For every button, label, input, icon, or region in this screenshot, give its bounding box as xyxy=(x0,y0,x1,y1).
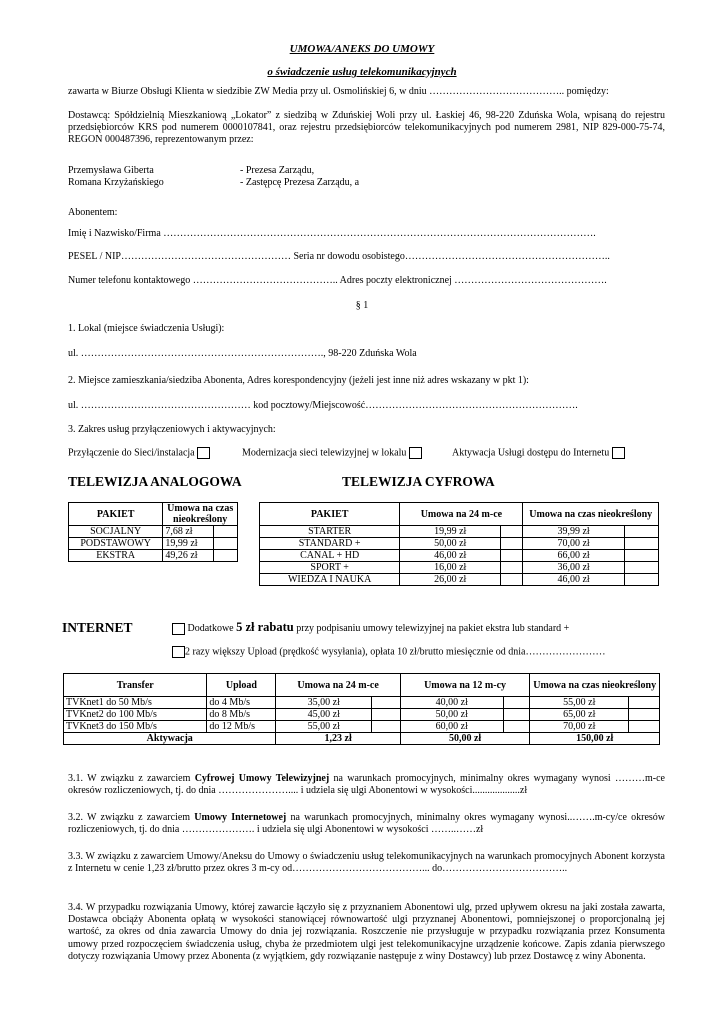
internet-title: INTERNET xyxy=(62,620,133,635)
rep1-name: Przemysława Giberta xyxy=(68,165,154,176)
tv-digital-checkbox-cell[interactable] xyxy=(501,550,523,562)
tv-digital-price-indefinite: 39,99 zł xyxy=(523,526,624,538)
tv-digital-price-indefinite: 66,00 zł xyxy=(523,550,624,562)
tv-digital-price-24m: 50,00 zł xyxy=(400,538,501,550)
clause-3-2 xyxy=(68,812,665,836)
clause-3-1-bold: Cyfrowej Umowy Telewizyjnej xyxy=(194,773,330,784)
tv-digital-checkbox-cell[interactable] xyxy=(501,526,523,538)
clause-3-1-rest: na warunkach promocyjnych, minimalny okres wymagany wynosi ………m-ce okresów rozliczeniowych, tj. do dnia ………………….... i udziela się ulgi Abonentowi w wysokości...................zł xyxy=(68,773,665,797)
subscriber-phone-line[interactable]: Numer telefonu kontaktowego …………………………………….. Adres poczty elektronicznej ………………………………………. xyxy=(68,275,607,286)
item3-label: 3. Zakres usług przyłączeniowych i aktywacyjnych: xyxy=(68,424,276,435)
tv-digital-price-24m: 16,00 zł xyxy=(400,562,501,574)
table-row xyxy=(69,550,238,562)
upload-option-label: 2 razy większy Upload (prędkość wysyłania), opłata 10 zł/brutto miesięcznie od dnia…………………… xyxy=(185,646,606,658)
tv-digital-price-indefinite: 70,00 zł xyxy=(523,538,624,550)
item1-label: 1. Lokal (miejsce świadczenia Usługi): xyxy=(68,323,225,334)
internet-price-indefinite: 65,00 zł xyxy=(530,709,629,721)
option-internet-activation-label: Aktywacja Usługi dostępu do Internetu xyxy=(452,447,610,459)
tv-digital-package: STARTER xyxy=(260,526,400,538)
internet-checkbox-cell[interactable] xyxy=(629,709,660,721)
internet-price-indefinite: 70,00 zł xyxy=(530,721,629,733)
tv-digital-price-24m: 26,00 zł xyxy=(400,574,501,586)
internet-price-12m: 50,00 zł xyxy=(400,709,503,721)
internet-transfer: TVKnet3 do 150 Mb/s xyxy=(64,721,207,733)
clause-3-1 xyxy=(68,773,665,797)
tv-digital-package: SPORT + xyxy=(260,562,400,574)
discount-amount: 5 zł rabatu xyxy=(236,620,294,634)
table-row xyxy=(260,562,659,574)
clause-3-2-rest: na warunkach promocyjnych, minimalny okres wymagany wynosi..…….m-cy/ce okresów rozliczeniowych, tj. do dnia …………………. i udziela się ulgi Abonentowi w wysokości ……..……zł xyxy=(68,812,665,836)
clause-3-2-bold: Umowy Internetowej xyxy=(194,812,287,823)
internet-price-24m: 55,00 zł xyxy=(276,721,372,733)
table-row xyxy=(260,574,659,586)
activation-price-24m: 1,23 zł xyxy=(276,733,400,745)
upload-checkbox[interactable] xyxy=(172,646,185,658)
tv-digital-checkbox-cell[interactable] xyxy=(501,574,523,586)
tv-analog-checkbox-cell[interactable] xyxy=(214,550,238,562)
item2-address-line[interactable]: ul. …………………………………………… kod pocztowy/Miejscowość………………………………………………………. xyxy=(68,400,578,411)
subscriber-pesel-line[interactable]: PESEL / NIP…………………………………………… Seria nr dowodu osobistego…………………………………………………….. xyxy=(68,251,610,262)
tv-digital-header-24m: Umowa na 24 m-ce xyxy=(400,503,523,526)
tv-digital-header-package: PAKIET xyxy=(260,503,400,526)
clause-3-1-intro: 3.1. W związku z zawarciem xyxy=(68,773,191,784)
internet-checkbox-cell[interactable] xyxy=(503,697,530,709)
tv-digital-package: STANDARD + xyxy=(260,538,400,550)
internet-upload: do 4 Mb/s xyxy=(207,697,276,709)
option-installation-label: Przyłączenie do Sieci/instalacja xyxy=(68,447,195,459)
tv-digital-price-indefinite: 36,00 zł xyxy=(523,562,624,574)
table-row xyxy=(64,697,660,709)
rep2-role: - Zastępcę Prezesa Zarządu, a xyxy=(240,177,360,188)
section-mark: § 1 xyxy=(355,300,369,311)
tv-digital-checkbox-cell[interactable] xyxy=(501,562,523,574)
tv-analog-checkbox-cell[interactable] xyxy=(214,526,238,538)
internet-checkbox-cell[interactable] xyxy=(629,697,660,709)
tv-analog-package: SOCJALNY xyxy=(69,526,163,538)
internet-header-12m: Umowa na 12 m-cy xyxy=(400,674,530,697)
table-row xyxy=(64,709,660,721)
discount-label-post: przy podpisaniu umowy telewizyjnej na pakiet ekstra lub standard + xyxy=(296,623,570,634)
internet-price-indefinite: 55,00 zł xyxy=(530,697,629,709)
tv-analog-header-indefinite: Umowa na czas nieokreślony xyxy=(163,503,238,526)
internet-header-24m: Umowa na 24 m-ce xyxy=(276,674,400,697)
activation-price-indefinite: 150,00 zł xyxy=(530,733,660,745)
item2-label: 2. Miejsce zamieszkania/siedziba Abonenta, Adres korespondencyjny (jeżeli jest inne niż adres wskazany w pkt 1): xyxy=(68,375,529,386)
tv-digital-checkbox-cell[interactable] xyxy=(624,550,658,562)
internet-upload: do 12 Mb/s xyxy=(207,721,276,733)
internet-checkbox-cell[interactable] xyxy=(372,709,401,721)
document-title: UMOWA/ANEKS DO UMOWY xyxy=(289,43,435,55)
rep1-role: - Prezesa Zarządu, xyxy=(240,165,315,176)
table-row xyxy=(69,538,238,550)
internet-upload: do 8 Mb/s xyxy=(207,709,276,721)
tv-analog-price: 19,99 zł xyxy=(163,538,214,550)
tv-digital-price-24m: 46,00 zł xyxy=(400,550,501,562)
tv-analog-checkbox-cell[interactable] xyxy=(214,538,238,550)
internet-price-12m: 60,00 zł xyxy=(400,721,503,733)
intro-line: zawarta w Biurze Obsługi Klienta w siedzibie ZW Media przy ul. Osmolińskiej 6, w dniu ………………………………….. pomiędzy: xyxy=(68,86,609,97)
tv-digital-checkbox-cell[interactable] xyxy=(624,538,658,550)
internet-transfer: TVKnet2 do 100 Mb/s xyxy=(64,709,207,721)
subscriber-label: Abonentem: xyxy=(68,207,118,218)
clause-3-4: 3.4. W przypadku rozwiązania Umowy, której zawarcie łączyło się z przyznaniem Abonentowi ulg, przed upływem okresu na jaki została zawarta, Dostawca obciąży Abonenta opłatą w wysokości stanowiącej równowartość ulgi przyznanej Abonentowi, pomniejszonej o proporcjonalną jej wartość, za okres od dnia zawarcia Umowy do dnia jej rozwiązania. Roszczenie nie przysługuje w przypadku rozwiązania przez Konsumenta umowy przed rozpoczęciem świadczenia usług, chyba że przedmiotem ulgi jest telekomunikacyjne urządzenie końcowe. Zapis zdania pierwszego dotyczy rozwiązania Umowy przez Abonenta (z wyjątkiem, gdy rozwiązanie następuje z winy Dostawcy) lub przez Dostawcę z winy Abonenta. xyxy=(68,902,665,962)
subscriber-name-line[interactable]: Imię i Nazwisko/Firma …………………………………………………………………………………………………………………. xyxy=(68,228,596,239)
tv-digital-title: TELEWIZJA CYFROWA xyxy=(342,474,495,489)
installation-checkbox[interactable] xyxy=(197,447,210,459)
internet-price-24m: 45,00 zł xyxy=(276,709,372,721)
option-modernization-label: Modernizacja sieci telewizyjnej w lokalu xyxy=(242,447,407,459)
internet-price-24m: 35,00 zł xyxy=(276,697,372,709)
discount-checkbox[interactable] xyxy=(172,623,185,635)
modernization-checkbox[interactable] xyxy=(409,447,422,459)
internet-header-upload: Upload xyxy=(207,674,276,697)
internet-upload-option xyxy=(172,646,605,658)
internet-checkbox-cell[interactable] xyxy=(629,721,660,733)
discount-label-pre: Dodatkowe xyxy=(187,623,234,634)
internet-checkbox-cell[interactable] xyxy=(503,709,530,721)
tv-digital-package: WIEDZA I NAUKA xyxy=(260,574,400,586)
internet-checkbox-cell[interactable] xyxy=(372,721,401,733)
option-installation xyxy=(68,447,210,459)
tv-analog-package: EKSTRA xyxy=(69,550,163,562)
tv-analog-price: 49,26 zł xyxy=(163,550,214,562)
internet-transfer: TVKnet1 do 50 Mb/s xyxy=(64,697,207,709)
tv-digital-checkbox-cell[interactable] xyxy=(624,574,658,586)
internet-table xyxy=(63,673,660,745)
table-row xyxy=(64,721,660,733)
tv-digital-price-24m: 19,99 zł xyxy=(400,526,501,538)
internet-checkbox-cell[interactable] xyxy=(503,721,530,733)
activation-price-12m: 50,00 zł xyxy=(400,733,530,745)
activation-row xyxy=(64,733,660,745)
internet-activation-checkbox[interactable] xyxy=(612,447,625,459)
clause-3-3: 3.3. W związku z zawarciem Umowy/Aneksu do Umowy o świadczeniu usług telekomunikacyjnych na warunkach promocyjnych Abonent korzysta z Internetu w cenie 1,23 zł/brutto przez okres 3 m-cy od…………………………………... do……………………………….. xyxy=(68,851,665,875)
table-row xyxy=(260,526,659,538)
tv-analog-table xyxy=(68,502,238,562)
tv-analog-price: 7,68 zł xyxy=(163,526,214,538)
internet-price-12m: 40,00 zł xyxy=(400,697,503,709)
tv-analog-package: PODSTAWOWY xyxy=(69,538,163,550)
rep2-name: Romana Krzyżańskiego xyxy=(68,177,164,188)
tv-digital-header-indefinite: Umowa na czas nieokreślony xyxy=(523,503,659,526)
internet-header-indefinite: Umowa na czas nieokreślony xyxy=(530,674,660,697)
tv-digital-checkbox-cell[interactable] xyxy=(624,526,658,538)
table-row xyxy=(260,550,659,562)
supplier-paragraph: Dostawcą: Spółdzielnią Mieszkaniową „Lokator” z siedzibą w Zduńskiej Woli przy ul. Łaskiej 46, 98-220 Zduńska Wola, wpisaną do rejestru przedsiębiorców KRS pod numerem 0000107841, oraz rejestru przedsiębiorców telekomunikacyjnych pod numerem 2981, NIP 829-000-75-74, REGON 000487396, reprezentowanym przez: xyxy=(68,110,665,146)
option-modernization xyxy=(242,447,422,459)
tv-analog-header-package: PAKIET xyxy=(69,503,163,526)
tv-digital-checkbox-cell[interactable] xyxy=(501,538,523,550)
tv-digital-package: CANAL + HD xyxy=(260,550,400,562)
clause-3-2-intro: 3.2. W związku z zawarciem xyxy=(68,812,191,823)
table-row xyxy=(69,526,238,538)
activation-label: Aktywacja xyxy=(64,733,276,745)
tv-digital-price-indefinite: 46,00 zł xyxy=(523,574,624,586)
tv-digital-table xyxy=(259,502,659,586)
option-internet-activation xyxy=(452,447,625,459)
table-row xyxy=(260,538,659,550)
item1-address-line[interactable]: ul. ………………………………………………………………., 98-220 Zduńska Wola xyxy=(68,348,417,359)
tv-digital-checkbox-cell[interactable] xyxy=(624,562,658,574)
document-subtitle: o świadczenie usług telekomunikacyjnych xyxy=(267,66,457,78)
internet-checkbox-cell[interactable] xyxy=(372,697,401,709)
internet-discount-option xyxy=(172,620,569,635)
tv-analog-title: TELEWIZJA ANALOGOWA xyxy=(68,474,242,489)
internet-header-transfer: Transfer xyxy=(64,674,207,697)
